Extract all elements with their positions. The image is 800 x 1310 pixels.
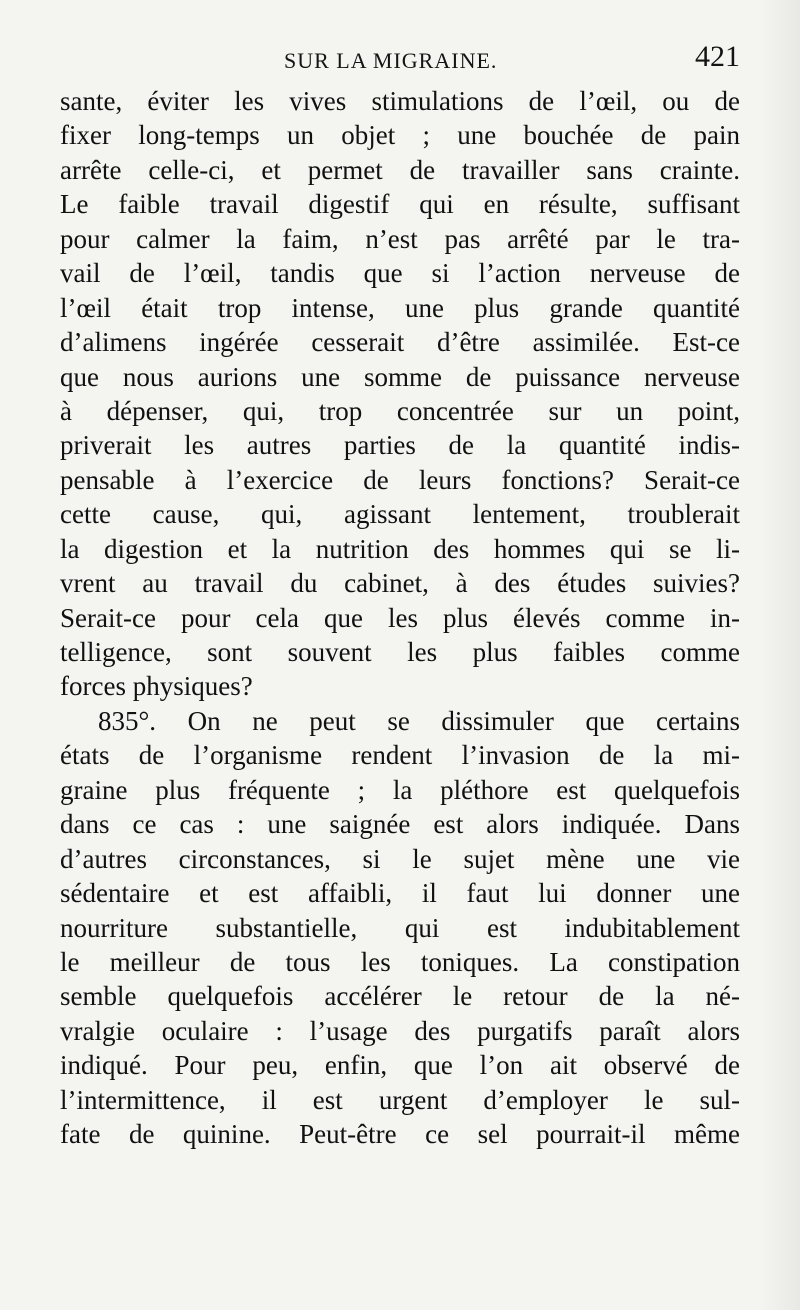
text-line: à dépenser, qui, trop concentrée sur un point, [60,395,740,426]
text-line: pensable à l’exercice de leurs fonctions? Serait-ce [60,464,740,495]
text-line: arrête celle-ci, et permet de travailler sans crainte. [60,154,740,185]
text-line: Serait-ce pour cela que les plus élevés comme in- [60,602,740,633]
text-line: la digestion et la nutrition des hommes qui se li- [60,533,740,564]
text-line: Le faible travail digestif qui en résulte, suffisant [60,189,740,220]
text-line: semble quelquefois accélérer le retour de la né- [60,981,740,1012]
running-title: SUR LA MIGRAINE. [284,48,498,73]
text-line: vralgie oculaire : l’usage des purgatifs paraît alors [60,1015,740,1046]
page-edge-shadow [760,0,800,1310]
text-line: graine plus fréquente ; la pléthore est quelquefois [60,774,740,805]
text-line: le meilleur de tous les toniques. La constipation [60,946,740,977]
text-line: fate de quinine. Peut-être ce sel pourrait-il même [60,1119,740,1150]
text-line: forces physiques? [60,671,253,702]
text-line: dans ce cas : une saignée est alors indiquée. Dans [60,809,740,840]
text-line: pour calmer la faim, n’est pas arrêté par le tra- [60,223,740,254]
text-line: 835°. On ne peut se dissimuler que certains [98,705,740,736]
paragraph [60,704,740,1152]
text-line: sédentaire et est affaibli, il faut lui donner une [60,878,740,909]
text-line: que nous aurions une somme de puissance nerveuse [60,361,740,392]
text-line: nourriture substantielle, qui est indubitablement [60,912,740,943]
text-line: l’œil était trop intense, une plus grande quantité [60,292,740,323]
text-line: cette cause, qui, agissant lentement, troublerait [60,499,740,530]
text-line: d’alimens ingérée cesserait d’être assimilée. Est-ce [60,327,740,358]
body-text [60,84,740,1152]
text-line: d’autres circonstances, si le sujet mène une vie [60,843,740,874]
text-line: telligence, sont souvent les plus faibles comme [60,637,740,667]
text-line: vail de l’œil, tandis que si l’action nerveuse de [60,258,740,289]
page-number: 421 [695,40,740,73]
text-line: sante, éviter les vives stimulations de l’œil, ou de [60,86,740,116]
text-line: fixer long-temps un objet ; une bouchée de pain [60,120,740,151]
text-line: vrent au travail du cabinet, à des études suivies? [60,568,740,599]
text-line: indiqué. Pour peu, enfin, que l’on ait observé de [60,1050,740,1081]
page-header [60,38,740,78]
text-line: états de l’organisme rendent l’invasion de la mi- [60,740,740,771]
paragraph [60,84,740,704]
text-line: l’intermittence, il est urgent d’employer le sul- [60,1084,740,1115]
text-line: priverait les autres parties de la quantité indis- [60,430,740,461]
